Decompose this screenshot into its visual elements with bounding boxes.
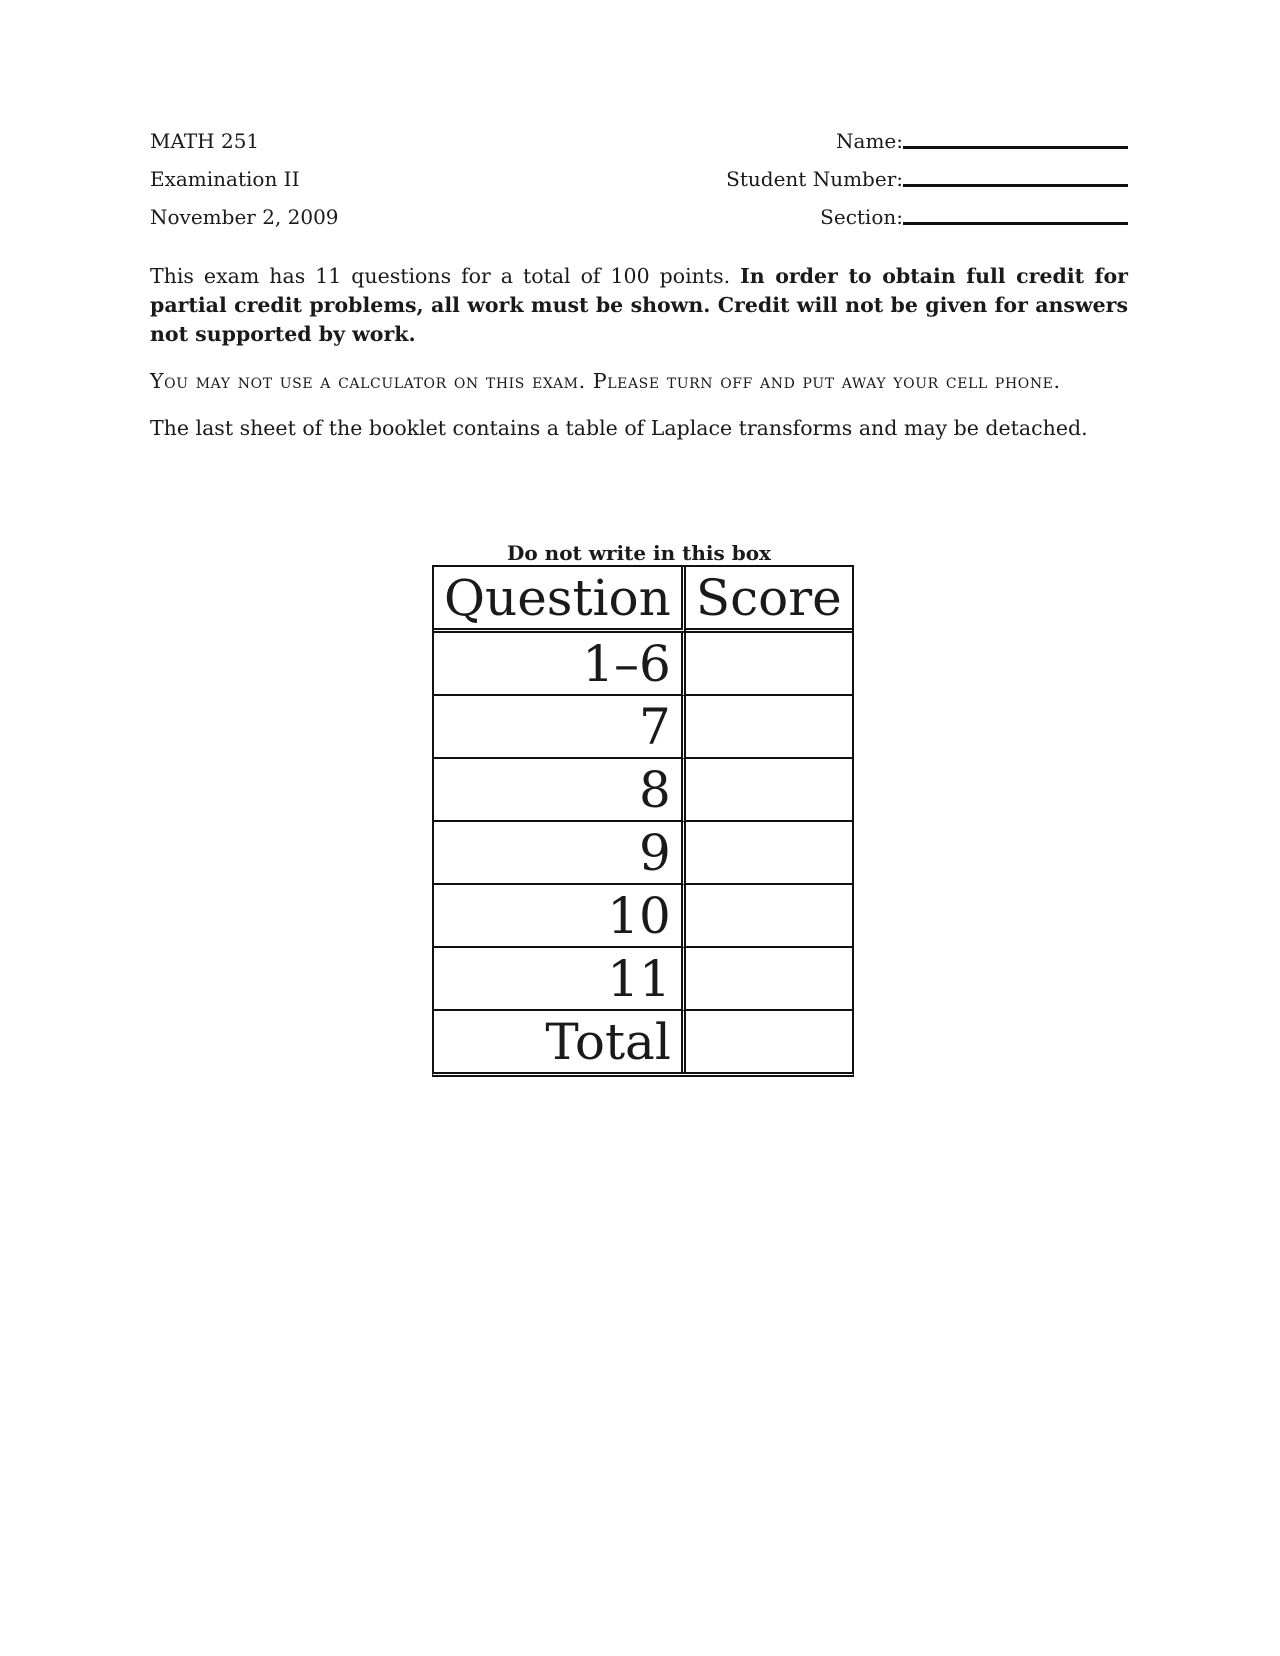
question-cell: 9: [434, 822, 686, 885]
question-cell: 8: [434, 759, 686, 822]
score-box-caption: Do not write in this box: [507, 541, 771, 565]
work-shown-requirement: In order to obtain full credit for partial credit problems, all work must be shown. Credit will not be given for answers not supported by work.: [150, 264, 1128, 346]
points-instruction: [150, 262, 1128, 349]
score-table-header-row: [434, 567, 852, 633]
table-row: [434, 885, 852, 948]
score-box: [432, 541, 846, 1077]
table-row: [434, 822, 852, 885]
name-field[interactable]: [726, 122, 1128, 160]
name-label: Name:: [836, 129, 903, 153]
calculator-notice: You may not use a calculator on this exam. Please turn off and put away your cell phone.: [150, 369, 1061, 393]
score-cell[interactable]: [686, 633, 852, 696]
question-cell: 7: [434, 696, 686, 759]
total-score-cell[interactable]: [686, 1011, 852, 1072]
points-intro: This exam has 11 questions for a total of 100 points.: [150, 264, 731, 288]
table-row: [434, 948, 852, 1011]
instructions: [150, 262, 1128, 461]
total-row: [434, 1011, 852, 1072]
student-number-label: Student Number:: [726, 167, 903, 191]
question-cell: 11: [434, 948, 686, 1011]
section-blank-line[interactable]: [903, 222, 1128, 225]
exam-title: Examination II: [150, 167, 300, 191]
student-number-field[interactable]: [726, 160, 1128, 198]
score-cell[interactable]: [686, 696, 852, 759]
name-blank-line[interactable]: [903, 146, 1128, 149]
score-table: [432, 565, 854, 1077]
student-number-blank-line[interactable]: [903, 184, 1128, 187]
score-cell[interactable]: [686, 948, 852, 1011]
section-field[interactable]: [726, 198, 1128, 236]
score-cell[interactable]: [686, 885, 852, 948]
table-row: [434, 759, 852, 822]
table-row: [434, 633, 852, 696]
score-cell[interactable]: [686, 822, 852, 885]
question-cell: 10: [434, 885, 686, 948]
course-code: MATH 251: [150, 129, 260, 153]
laplace-table-note: The last sheet of the booklet contains a table of Laplace transforms and may be detached.: [150, 416, 1088, 440]
table-row: [434, 696, 852, 759]
score-cell[interactable]: [686, 759, 852, 822]
exam-date: November 2, 2009: [150, 205, 339, 229]
exam-header-left: [150, 122, 339, 236]
question-cell: 1–6: [434, 633, 686, 696]
question-column-header: Question: [434, 567, 686, 633]
section-label: Section:: [820, 205, 903, 229]
student-info-fields: [726, 122, 1128, 236]
score-column-header: Score: [686, 567, 852, 633]
total-label-cell: Total: [434, 1011, 686, 1072]
